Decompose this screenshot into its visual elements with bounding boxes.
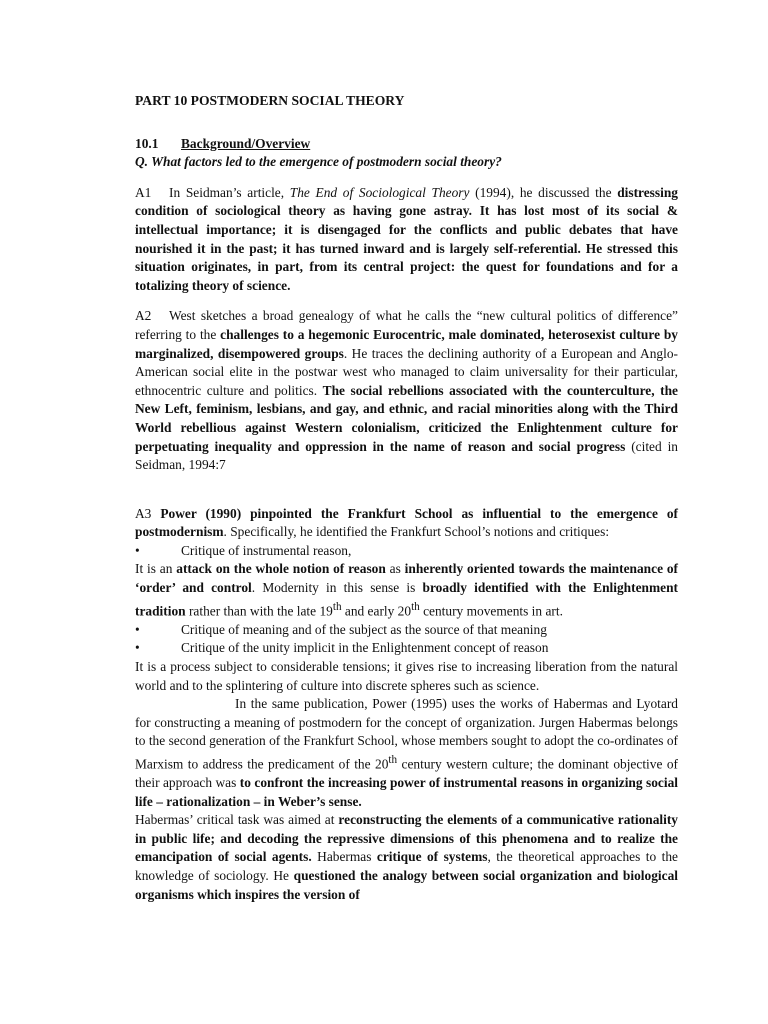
part-title: PART 10 POSTMODERN SOCIAL THEORY bbox=[135, 93, 405, 108]
text: as bbox=[385, 561, 405, 577]
paragraph-reason bbox=[135, 560, 678, 620]
text: It is an bbox=[135, 561, 177, 577]
a1-emphasis: distressing condition of sociological theory as having gone astray. It has lost most of its social & intellectual importance; it is disengaged for the conflicts and public debates that have nourished it in the past; it has turned inward and is largely self-referential. He stressed this situation originates, in part, from its central project: the quest for foundations and for a totalizing theory of science. bbox=[135, 184, 678, 293]
bullet-text: Critique of instrumental reason, bbox=[181, 542, 352, 558]
emphasis: inherently oriented towards the maintenance of ‘order’ and control bbox=[135, 561, 679, 596]
emphasis: questioned the analogy between social organization and biological organisms which inspires the version of bbox=[135, 867, 678, 902]
bullet-text: Critique of meaning and of the subject as the source of that meaning bbox=[181, 621, 547, 637]
paragraph-critical-task bbox=[135, 811, 678, 904]
superscript: th bbox=[388, 753, 398, 766]
emphasis: broadly identified with the Enlightenment tradition bbox=[135, 580, 678, 619]
bullet-symbol: • bbox=[135, 542, 140, 558]
a2-citation: (cited in Seidman, 1994:7 bbox=[135, 438, 679, 473]
section-heading bbox=[135, 135, 678, 154]
bullet-symbol: • bbox=[135, 640, 140, 656]
answer-label-a1: A1 bbox=[135, 184, 152, 200]
a2-text-2: . He traces the declining authority of a European and Anglo-American social elite in the postwar west who managed to claim universality for their particular, ethnocentric culture and politics. bbox=[135, 345, 678, 398]
text: rather than with the late 19 bbox=[185, 603, 333, 619]
a2-emphasis-2: The social rebellions associated with the counterculture, the New Left, feminism, lesbians, and gay, and ethnic, and racial minorities along with the Third World rebellious against Western colonialism, criticized the Enlightenment culture for perpetuating inequality and oppression in the name of reason and social progress bbox=[135, 382, 678, 454]
paragraph-habermas bbox=[135, 695, 678, 811]
paragraph-a1 bbox=[135, 184, 678, 296]
text: , the theoretical approaches to the knowledge of sociology. He bbox=[135, 849, 678, 883]
emphasis: attack on the whole notion of reason bbox=[176, 561, 386, 577]
answer-label-a2: A2 bbox=[135, 308, 152, 324]
bullet-item bbox=[135, 621, 678, 640]
text: century movements in art. bbox=[419, 603, 563, 619]
question: Q. What factors led to the emergence of postmodern social theory? bbox=[135, 154, 502, 170]
paragraph-a3-intro bbox=[135, 505, 678, 542]
text: century western culture; the dominant objective of their approach was bbox=[135, 756, 678, 790]
a1-text-2: (1994), he discussed the bbox=[469, 184, 618, 200]
emphasis: to confront the increasing power of instrumental reasons in organizing social life – rationalization – in Weber’s sense. bbox=[135, 774, 678, 809]
section-number: 10.1 bbox=[135, 135, 159, 151]
bullet-item bbox=[135, 542, 678, 561]
a1-book-title: The End of Sociological Theory bbox=[289, 184, 470, 200]
text: In the same publication, Power (1995) uses the works of Habermas and Lyotard for constructing a meaning of postmodern for the concept of organization. Jurgen Habermas belongs to the second generation of the Frankfurt School, whose members sought to adopt the co-ordinates of Marxism to address the predicament of the 20 bbox=[135, 696, 678, 772]
paragraph-a2 bbox=[135, 307, 678, 474]
a2-emphasis-1: challenges to a hegemonic Eurocentric, male dominated, heterosexist culture by marginalized, disempowered groups bbox=[135, 326, 678, 361]
text: and early 20 bbox=[341, 603, 412, 619]
text: Habermas bbox=[311, 849, 377, 865]
section-title: Background/Overview bbox=[181, 135, 311, 151]
bullet-text: Critique of the unity implicit in the Enlightenment concept of reason bbox=[181, 640, 549, 656]
a1-text-1: In Seidman’s article, bbox=[169, 184, 290, 200]
emphasis: reconstructing the elements of a communicative rationality in public life; and decoding the repressive dimensions of this phenomena and to realize the emancipation of social agents. bbox=[135, 812, 678, 865]
a3-text: . Specifically, he identified the Frankfurt School’s notions and critiques: bbox=[223, 524, 610, 540]
superscript: th bbox=[332, 600, 342, 613]
superscript: th bbox=[411, 600, 420, 613]
text: . Modernity in this sense is bbox=[251, 580, 423, 596]
a3-emphasis: Power (1990) pinpointed the Frankfurt School as influential to the emergence of postmodernism bbox=[135, 505, 678, 540]
a2-text-1: West sketches a broad genealogy of what he calls the “new cultural politics of difference” referring to the bbox=[135, 308, 678, 342]
bullet-symbol: • bbox=[135, 621, 140, 637]
emphasis: critique of systems bbox=[376, 849, 488, 865]
bullet-item bbox=[135, 639, 678, 658]
paragraph-process: It is a process subject to considerable tensions; it gives rise to increasing liberation from the natural world and to the splintering of culture into discrete spheres such as science. bbox=[135, 658, 678, 693]
text: Habermas’ critical task was aimed at bbox=[135, 812, 339, 828]
answer-label-a3: A3 bbox=[135, 505, 152, 521]
